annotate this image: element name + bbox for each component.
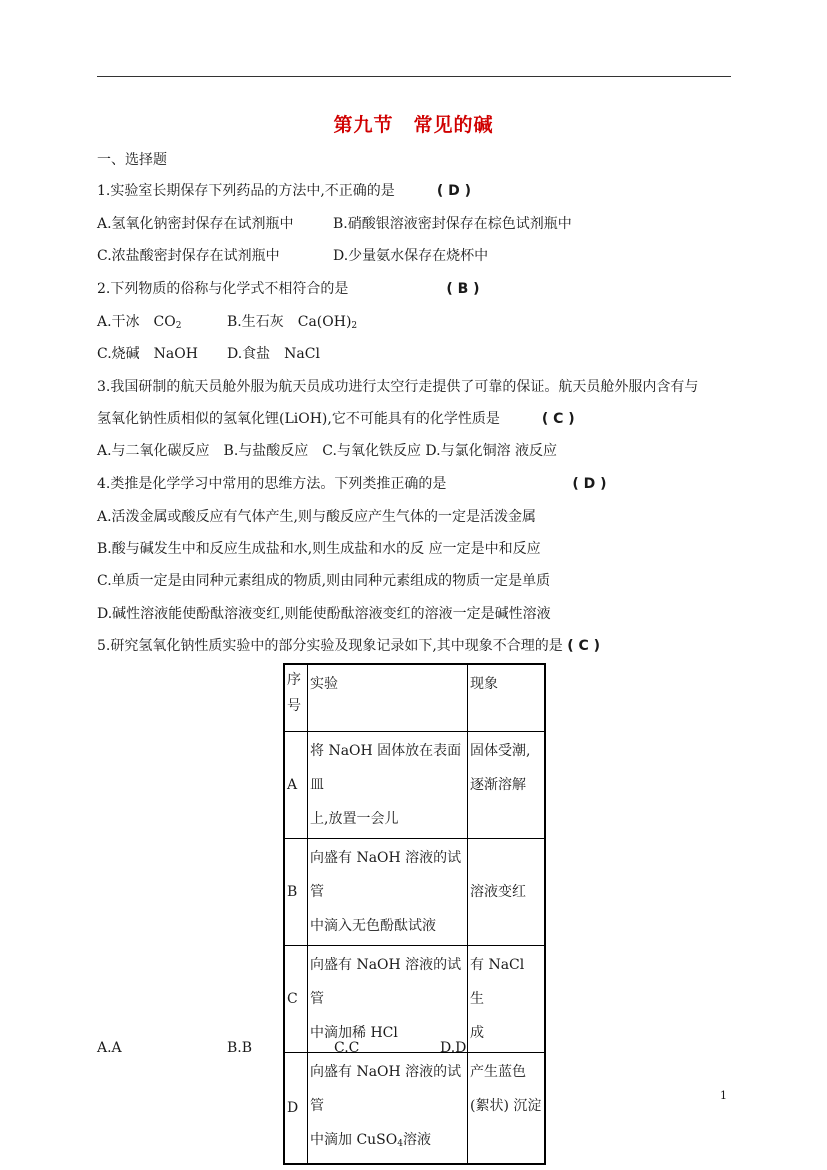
row-experiment: 向盛有 NaOH 溶液的试管 中滴入无色酚酞试液: [308, 839, 468, 946]
option-a: A.干冰 $CO_2$: [97, 314, 182, 331]
header-observation: 现象: [468, 664, 546, 732]
row-observation: 有 NaCl 生 成: [468, 946, 546, 1053]
answer: ( B ): [446, 281, 480, 297]
header-rule: [97, 76, 731, 77]
question-text: 5.研究氢氧化钠性质实验中的部分实验及现象记录如下,其中现象不合理的是: [97, 638, 568, 654]
row-observation: 固体受潮, 逐渐溶解: [468, 732, 546, 839]
answer: ( C ): [541, 411, 575, 427]
question-4: [97, 474, 607, 494]
table-row: [284, 946, 545, 1053]
option-d: D.少量氨水保存在烧杯中: [333, 248, 489, 264]
row-observation: 产生蓝色 (絮状) 沉淀: [468, 1053, 546, 1165]
row-id: B: [284, 839, 308, 946]
experiment-table: [283, 663, 546, 1165]
option-b: B.B: [227, 1040, 253, 1056]
option-b: B.生石灰 $Ca(OH)_2$: [227, 314, 358, 331]
answer: ( C ): [567, 638, 601, 654]
answer: ( D ): [572, 476, 607, 492]
option-b: B.酸与碱发生中和反应生成盐和水,则生成盐和水的反 应一定是中和反应: [97, 541, 541, 557]
option-row: [97, 312, 358, 336]
option-c: C.浓盐酸密封保存在试剂瓶中: [97, 248, 280, 264]
option-c: C.单质一定是由同种元素组成的物质,则由同种元素组成的物质一定是单质: [97, 573, 551, 589]
row-observation: 溶液变红: [468, 839, 546, 946]
question-text: 4.类推是化学学习中常用的思维方法。下列类推正确的是: [97, 476, 573, 492]
option-d: D.食盐 NaCl: [227, 346, 320, 362]
option-a: A.氢氧化钠密封保存在试剂瓶中: [97, 216, 294, 232]
option-d: D.D: [440, 1040, 467, 1056]
option-row: [97, 246, 489, 266]
option-b: B.硝酸银溶液密封保存在棕色试剂瓶中: [333, 216, 572, 232]
section-heading: 一、选择题: [97, 152, 167, 168]
question-text: 1.实验室长期保存下列药品的方法中,不正确的是: [97, 183, 437, 199]
option-c: C.烧碱 NaOH: [97, 346, 198, 362]
row-id: C: [284, 946, 308, 1053]
row-experiment: 向盛有 NaOH 溶液的试管 中滴加稀 HCl: [308, 946, 468, 1053]
page-number: 1: [720, 1089, 727, 1102]
header-experiment: 实验: [308, 664, 468, 732]
row-experiment: 将 NaOH 固体放在表面皿 上,放置一会儿: [308, 732, 468, 839]
answer: ( D ): [436, 183, 471, 199]
option-a: A.A: [97, 1040, 122, 1056]
row-id: D: [284, 1053, 308, 1165]
question-3-line-2: [97, 409, 575, 429]
table-row: [284, 732, 545, 839]
question-1: [97, 181, 471, 201]
option-d: D.碱性溶液能使酚酞溶液变红,则能使酚酞溶液变红的溶液一定是碱性溶液: [97, 606, 551, 622]
option-row: [97, 344, 320, 364]
header-index: 序 号: [284, 664, 308, 732]
question-5: [97, 636, 600, 656]
question-2: [97, 279, 480, 299]
row-id: A: [284, 732, 308, 839]
question-5-options: [97, 1040, 597, 1060]
table-header-row: [284, 664, 545, 732]
row-experiment: 向盛有 NaOH 溶液的试管 中滴加 CuSO$_4$溶液: [308, 1053, 468, 1165]
question-text: 2.下列物质的俗称与化学式不相符合的是: [97, 281, 447, 297]
table-row: [284, 1053, 545, 1165]
question-text: 氢氧化钠性质相似的氢氧化锂(LiOH),它不可能具有的化学性质是: [97, 411, 542, 427]
option-a: A.活泼金属或酸反应有气体产生,则与酸反应产生气体的一定是活泼金属: [97, 509, 537, 525]
question-3-options: A.与二氧化碳反应 B.与盐酸反应 C.与氧化铁反应 D.与氯化铜溶 液反应: [97, 443, 558, 459]
option-c: C.C: [334, 1040, 360, 1056]
option-row: [97, 214, 572, 234]
page-title: 第九节 常见的碱: [333, 114, 494, 136]
table-row: [284, 839, 545, 946]
question-3-line-1: 3.我国研制的航天员舱外服为航天员成功进行太空行走提供了可靠的保证。航天员舱外服内含有与: [97, 379, 699, 395]
